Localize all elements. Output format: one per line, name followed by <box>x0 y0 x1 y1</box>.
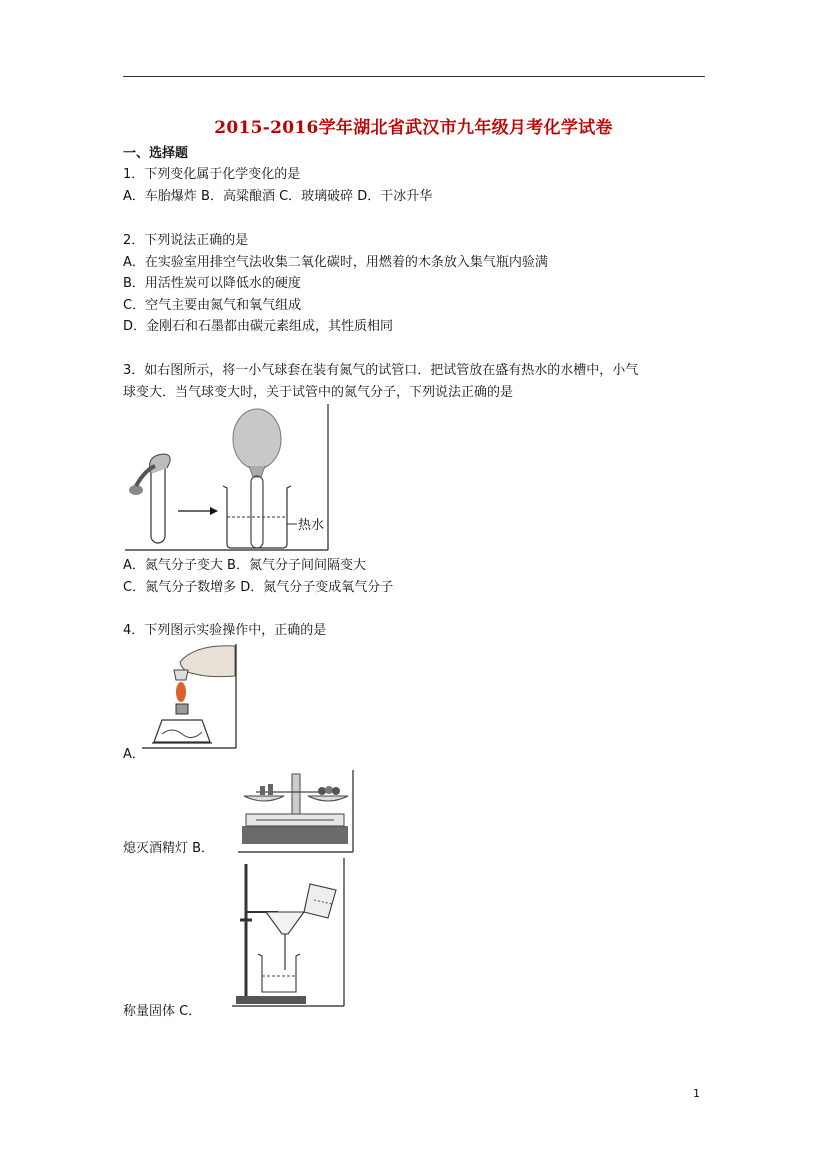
exam-title: 2015-2016学年湖北省武汉市九年级月考化学试卷 <box>214 118 613 138</box>
q2-option-c: C．空气主要由氮气和氧气组成 <box>123 298 302 313</box>
section-heading: 一、选择题 <box>123 146 189 161</box>
q3-options-ab: A．氮气分子变大 B．氮气分子间间隔变大 <box>123 558 366 573</box>
q4-figure-b-balance <box>236 770 356 854</box>
q4-stem: 4．下列图示实验操作中，正确的是 <box>123 623 327 638</box>
q3-options-cd: C．氮气分子数增多 D．氮气分子变成氧气分子 <box>123 580 394 595</box>
page-number: 1 <box>693 1087 700 1100</box>
q3-balloon-figure <box>123 404 333 554</box>
q1-stem: 1．下列变化属于化学变化的是 <box>123 167 301 182</box>
q3-stem-line2: 球变大．当气球变大时，关于试管中的氮气分子，下列说法正确的是 <box>123 385 514 400</box>
q2-stem: 2．下列说法正确的是 <box>123 233 249 248</box>
q2-option-b: B．用活性炭可以降低水的硬度 <box>123 276 301 291</box>
header-rule <box>123 76 705 77</box>
hot-water-label: 热水 <box>298 518 325 533</box>
q4-figure-a-alcohol-lamp <box>140 642 240 750</box>
q1-options: A．车胎爆炸 B．高粱酿酒 C．玻璃破碎 D．干冰升华 <box>123 189 433 204</box>
q4-caption-b-option-c: 称量固体 C． <box>123 1004 202 1019</box>
q2-option-a: A．在实验室用排空气法收集二氧化碳时，用燃着的木条放入集气瓶内验满 <box>123 255 548 270</box>
q4-caption-a-option-b: 熄灭酒精灯 B． <box>123 841 215 856</box>
q4-figure-c-filtration <box>232 858 348 1008</box>
q2-option-d: D．金刚石和石墨都由碳元素组成，其性质相同 <box>123 319 394 334</box>
q4-option-a-label: A． <box>123 747 145 762</box>
q3-stem-line1: 3．如右图所示，将一小气球套在装有氮气的试管口．把试管放在盛有热水的水槽中，小气 <box>123 363 639 378</box>
